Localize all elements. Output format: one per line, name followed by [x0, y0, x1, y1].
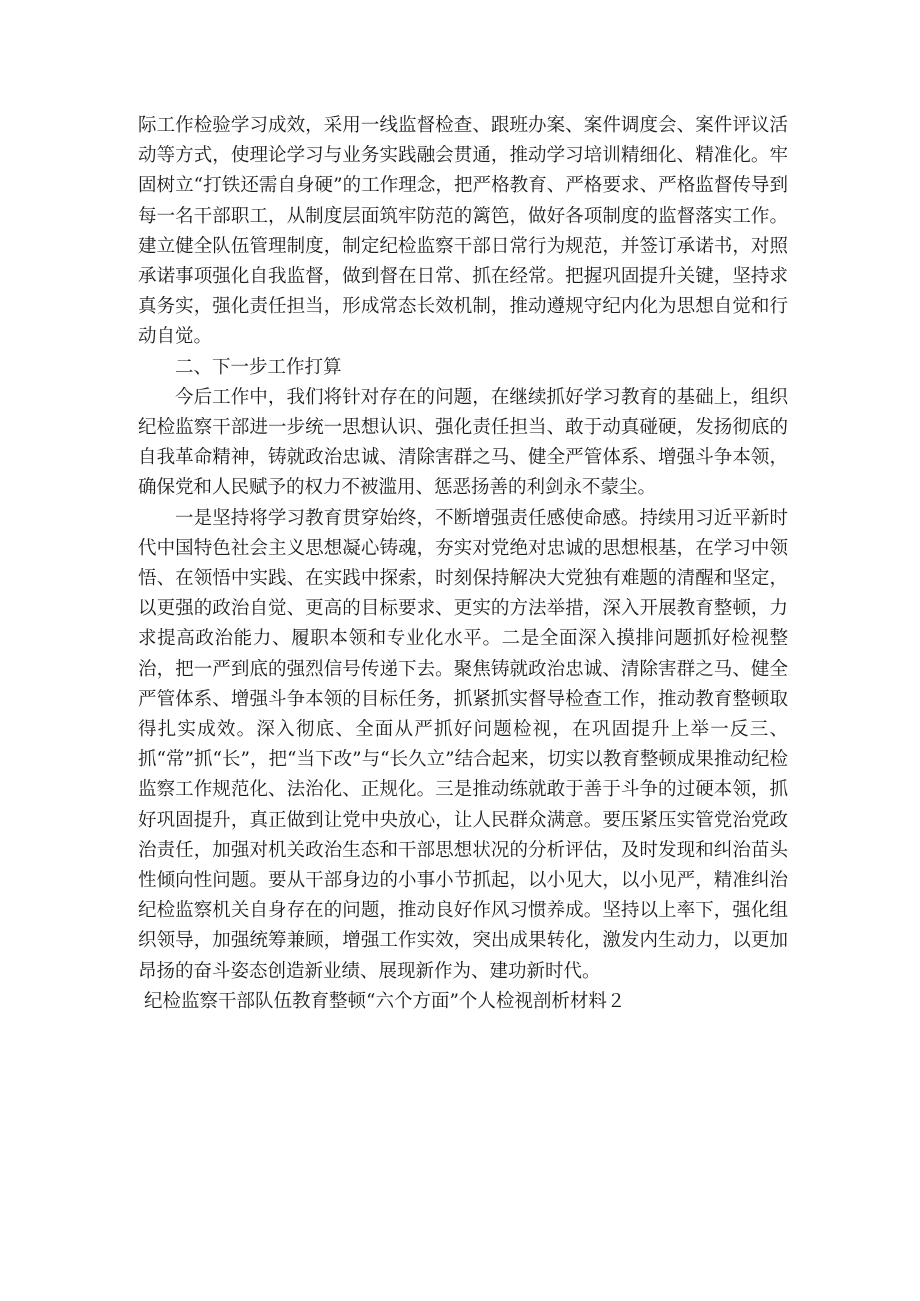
body-paragraph: 际工作检验学习成效，采用一线监督检查、跟班办案、案件调度会、案件评议活动等方式，使理论学习与业务实践融会贯通，推动学习培训精细化、精准化。牢固树立“打铁还需自身硬”的工作理念，把严格教育、严格要求、严格监督传导到每一名干部职工，从制度层面筑牢防范的篱笆，做好各项制度的监督落实工作。建立健全队伍管理制度，制定纪检监察干部日常行为规范，并签订承诺书，对照承诺事项强化自我监督，做到督在日常、抓在经常。把握巩固提升关键，坚持求真务实，强化责任担当，形成常态长效机制，推动遵规守纪内化为思想自觉和行动自觉。 — [138, 115, 788, 348]
section-heading: 二、下一步工作打算 — [175, 356, 342, 378]
next-document-title: 纪检监察干部队伍教育整顿“六个方面”个人检视剖析材料２ — [144, 990, 626, 1012]
body-paragraph: 今后工作中，我们将针对存在的问题，在继续抓好学习教育的基础上，组织纪检监察干部进一步统一思想认识、强化责任担当、敢于动真碰硬，发扬彻底的自我革命精神，铸就政治忠诚、清除害群之马、健全严管体系、增强斗争本领，确保党和人民赋予的权力不被滥用、惩恶扬善的利剑永不蒙尘。 — [138, 386, 788, 499]
document-body — [138, 111, 788, 1017]
body-paragraph: 一是坚持将学习教育贯穿始终，不断增强责任感使命感。持续用习近平新时代中国特色社会主义思想凝心铸魂，夯实对党绝对忠诚的思想根基，在学习中领悟、在领悟中实践、在实践中探索，时刻保持解决大党独有难题的清醒和坚定，以更强的政治自觉、更高的目标要求、更实的方法举措，深入开展教育整顿，力求提高政治能力、履职本领和专业化水平。二是全面深入摸排问题抓好检视整治，把一严到底的强烈信号传递下去。聚焦铸就政治忠诚、清除害群之马、健全严管体系、增强斗争本领的目标任务，抓紧抓实督导检查工作，推动教育整顿取得扎实成效。深入彻底、全面从严抓好问题检视，在巩固提升上举一反三、抓“常”抓“长”，把“当下改”与“长久立”结合起来，切实以教育整顿成果推动纪检监察工作规范化、法治化、正规化。三是推动练就敢于善于斗争的过硬本领，抓好巩固提升，真正做到让党中央放心，让人民群众满意。要压紧压实管党治党政治责任，加强对机关政治生态和干部思想状况的分析评估，及时发现和纠治苗头性倾向性问题。要从干部身边的小事小节抓起，以小见大，以小见严，精准纠治纪检监察机关自身存在的问题，推动良好作风习惯养成。坚持以上率下，强化组织领导，加强统筹兼顾，增强工作实效，突出成果转化，激发内生动力，以更加昂扬的奋斗姿态创造新业绩、展现新作为、建功新时代。 — [138, 507, 788, 982]
